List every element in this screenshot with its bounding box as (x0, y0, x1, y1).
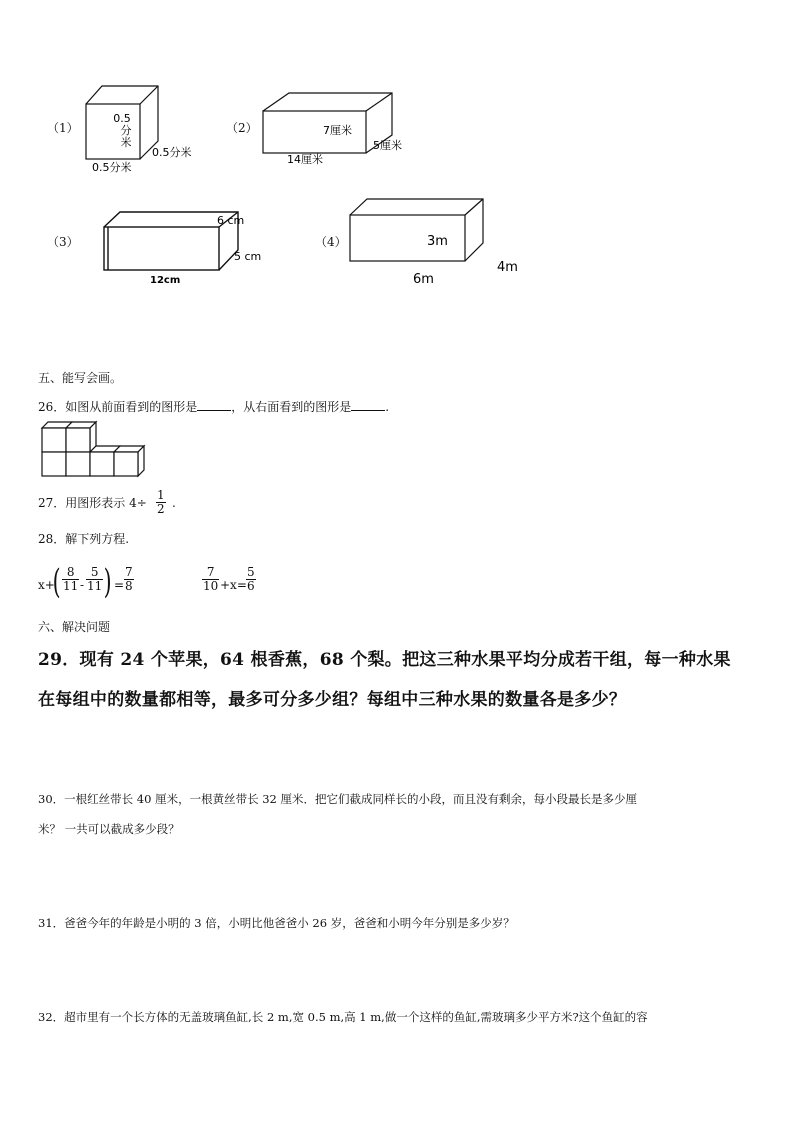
fig2-height: 7厘米 (323, 124, 352, 137)
fig2-length: 14厘米 (287, 153, 323, 166)
q27-fraction (156, 489, 166, 516)
q31-text: 31．爸爸今年的年龄是小明的 3 倍，小明比他爸爸小 26 岁，爸爸和小明今年分别是多少岁？ (38, 916, 515, 930)
eq2-fraction: $\frac{7}{10}$ (203, 565, 219, 593)
section-5-title: 五、能写会画。 (38, 371, 123, 385)
cuboid-figure-2 (255, 83, 415, 168)
q26-blank-front (197, 398, 231, 411)
fig4-height: 3m (427, 234, 448, 249)
eq1-minus: - (80, 578, 85, 592)
q27-den: 2 (157, 502, 165, 516)
fig1-width: 0.5分米 (92, 161, 132, 174)
q26-text-c: . (385, 400, 390, 414)
fig1-height-1: 0.5 (113, 112, 131, 125)
q26-text-a: 26．如图从前面看到的图形是 (38, 400, 198, 414)
eq1-paren-left: ( (52, 562, 61, 602)
eq2-mid: +x= (220, 578, 247, 592)
eq1-fraction-1: $\frac{8}{11}$ (63, 565, 79, 593)
figure-3-label: （3） (47, 235, 79, 249)
eq1-result: $\frac{7}{8}$ (125, 565, 133, 593)
q29-line-2: 在每组中的数量都相等，最多可分多少组？每组中三种水果的数量各是多少？ (38, 690, 627, 710)
q27-suffix: . (172, 496, 176, 510)
q27-text: 27．用图形表示 4÷ (38, 496, 147, 510)
cuboid-figure-3 (98, 205, 273, 290)
fig1-height-3: 米 (120, 136, 132, 149)
section-6-title: 六、解决问题 (38, 620, 111, 634)
q27-num: 1 (157, 488, 165, 502)
fig3-height: 5 cm (234, 250, 262, 263)
fig2-depth: 5厘米 (373, 139, 402, 152)
fig4-depth: 4m (497, 260, 518, 275)
cuboid-figure-4 (345, 195, 535, 287)
q30-line-1: 30．一根红丝带长 40 厘米，一根黄丝带长 32 厘米．把它们截成同样长的小段，而且没有剩余，每小段最长是多少厘 (38, 792, 638, 806)
fig4-length: 6m (413, 272, 434, 287)
q32-text: 32．超市里有一个长方体的无盖玻璃鱼缸,长 2 m,宽 0.5 m,高 1 m,做一个这样的鱼缸,需玻璃多少平方米?这个鱼缸的容 (38, 1010, 648, 1024)
eq1-paren-right: ) (103, 562, 112, 602)
figure-1-label: （1） (47, 121, 79, 135)
fig1-height-2: 分 (120, 124, 132, 137)
q30-line-2: 米？ 一共可以截成多少段？ (38, 822, 180, 836)
q26-text-b: ，从右面看到的图形是 (231, 400, 352, 414)
q29-line-1: 29．现有 24 个苹果，64 根香蕉，68 个梨。把这三种水果平均分成若干组，每一种水果 (38, 650, 731, 670)
eq1-lhs: x+ (38, 578, 55, 592)
eq1-equals: = (114, 578, 125, 592)
cube-stack-figure (38, 420, 153, 482)
cube-figure-1 (78, 82, 203, 177)
fig3-depth: 6 cm (217, 214, 245, 227)
eq2-result: $\frac{5}{6}$ (247, 565, 255, 593)
eq1-fraction-2: $\frac{5}{11}$ (87, 565, 103, 593)
fig1-depth: 0.5分米 (152, 146, 192, 159)
figure-2-label: （2） (226, 121, 258, 135)
question-26 (38, 398, 389, 414)
q28-text: 28．解下列方程. (38, 532, 130, 546)
fig3-length: 12cm (150, 275, 181, 286)
q26-blank-right (351, 398, 385, 411)
figure-4-label: （4） (315, 235, 347, 249)
